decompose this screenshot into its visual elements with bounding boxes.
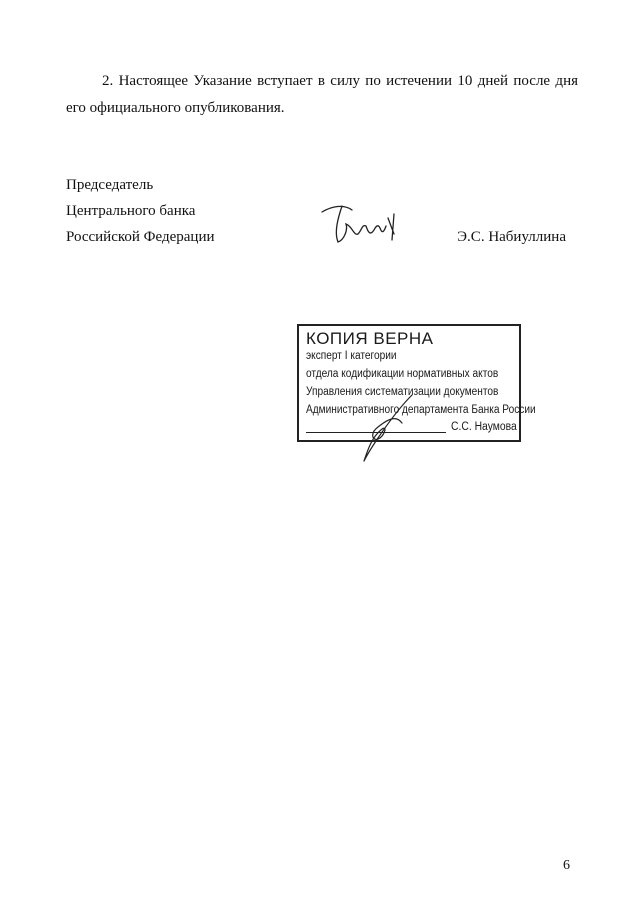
- paragraph-line-1: 2. Настоящее Указание вступает в силу по истечении 10 дней после дня: [102, 73, 578, 89]
- stamp-signer-name: С.С. Наумова: [451, 421, 517, 433]
- stamp-line-1: эксперт I категории: [306, 350, 397, 362]
- stamp-title: КОПИЯ ВЕРНА: [306, 329, 434, 348]
- handwritten-signature: [318, 200, 408, 250]
- body-paragraph: [66, 68, 578, 122]
- stamp-line-3: Управления систематизации документов: [306, 386, 499, 398]
- signatory-position-line-3: Российской Федерации: [66, 229, 215, 245]
- stamp-line-4: Административного департамента Банка России: [306, 404, 536, 416]
- signatory-position-line-2: Центрального банка: [66, 203, 196, 219]
- stamp-line-2: отдела кодификации нормативных актов: [306, 368, 499, 380]
- paragraph-line-2: его официального опубликования.: [66, 100, 285, 116]
- signatory-position-line-1: Председатель: [66, 177, 154, 193]
- signatory-name: Э.С. Набиуллина: [457, 229, 566, 245]
- page-number: 6: [563, 858, 570, 873]
- stamp-handwritten-signature: [352, 393, 432, 463]
